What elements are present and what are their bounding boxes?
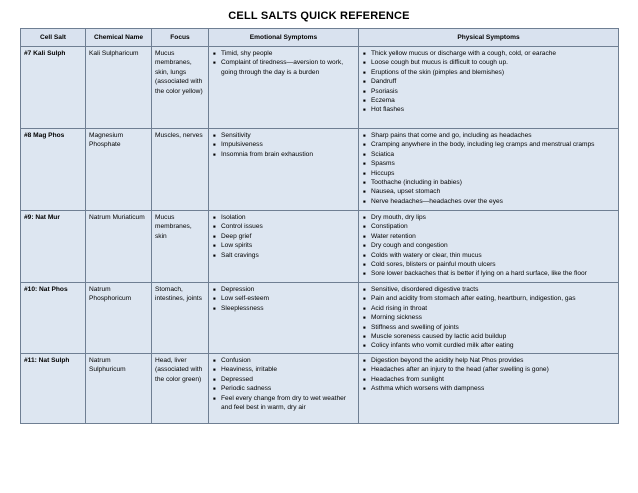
chemical-name: Natrum Phosphoricum — [86, 283, 152, 354]
table-row — [21, 354, 619, 424]
list-item: ■ Sciatica — [362, 150, 615, 159]
cell-salt: #8 Mag Phos — [21, 129, 86, 211]
list-item: ■ Sensitive, disordered digestive tracts — [362, 285, 615, 294]
list-item: ■ Low spirits — [212, 241, 355, 250]
list-item: ■ Hiccups — [362, 169, 615, 178]
emotional-symptoms — [209, 283, 359, 354]
list-item: ■ Digestion beyond the acidity help Nat Phos provides — [362, 356, 615, 365]
physical-symptoms — [359, 283, 619, 354]
emotional-symptoms — [209, 47, 359, 129]
list-item: ■ Depression — [212, 285, 355, 294]
list-item: ■ Constipation — [362, 222, 615, 231]
physical-symptoms — [359, 354, 619, 424]
list-item: ■ Periodic sadness — [212, 384, 355, 393]
header-physical-symptoms: Physical Symptoms — [359, 29, 619, 47]
list-item: ■ Headaches from sunlight — [362, 375, 615, 384]
list-item: ■ Timid, shy people — [212, 49, 355, 58]
list-item: ■ Dandruff — [362, 77, 615, 86]
emotional-symptoms — [209, 129, 359, 211]
physical-symptoms — [359, 211, 619, 283]
list-item: ■ Toothache (including in babies) — [362, 178, 615, 187]
list-item: ■ Heaviness, irritable — [212, 365, 355, 374]
focus: Head, liver (associated with the color green) — [152, 354, 209, 424]
list-item: ■ Complaint of tiredness—aversion to work, going through the day is a burden — [212, 58, 355, 77]
list-item: ■ Stiffness and swelling of joints — [362, 323, 615, 332]
list-item: ■ Hot flashes — [362, 105, 615, 114]
list-item: ■ Low self-esteem — [212, 294, 355, 303]
page-title: CELL SALTS QUICK REFERENCE — [228, 10, 410, 22]
list-item: ■ Nausea, upset stomach — [362, 187, 615, 196]
cell-salt: #11: Nat Sulph — [21, 354, 86, 424]
list-item: ■ Salt cravings — [212, 251, 355, 260]
list-item: ■ Colicy infants who vomit curdled milk after eating — [362, 341, 615, 350]
list-item: ■ Colds with watery or clear, thin mucus — [362, 251, 615, 260]
list-item: ■ Morning sickness — [362, 313, 615, 322]
list-item: ■ Sharp pains that come and go, including as headaches — [362, 131, 615, 140]
list-item: ■ Control issues — [212, 222, 355, 231]
list-item: ■ Feel every change from dry to wet weather and feel best in warm, dry air — [212, 394, 355, 413]
table-row — [21, 283, 619, 354]
list-item: ■ Spasms — [362, 159, 615, 168]
list-item: ■ Water retention — [362, 232, 615, 241]
list-item: ■ Headaches after an injury to the head (after swelling is gone) — [362, 365, 615, 374]
table-row — [21, 47, 619, 129]
emotional-symptoms — [209, 354, 359, 424]
header-focus: Focus — [152, 29, 209, 47]
list-item: ■ Loose cough but mucus is difficult to cough up. — [362, 58, 615, 67]
focus: Mucus membranes, skin — [152, 211, 209, 283]
physical-symptoms — [359, 129, 619, 211]
list-item: ■ Dry cough and congestion — [362, 241, 615, 250]
chemical-name: Kali Sulpharicum — [86, 47, 152, 129]
table-row — [21, 129, 619, 211]
table-row — [21, 211, 619, 283]
cell-salt: #7 Kali Sulph — [21, 47, 86, 129]
list-item: ■ Deep grief — [212, 232, 355, 241]
header-cell-salt: Cell Salt — [21, 29, 86, 47]
list-item: ■ Sore lower backaches that is better if lying on a hard surface, like the floor — [362, 269, 615, 278]
list-item: ■ Muscle soreness caused by lactic acid buildup — [362, 332, 615, 341]
chemical-name: Natrum Muriaticum — [86, 211, 152, 283]
list-item: ■ Insomnia from brain exhaustion — [212, 150, 355, 159]
list-item: ■ Asthma which worsens with dampness — [362, 384, 615, 393]
list-item: ■ Nerve headaches—headaches over the eyes — [362, 197, 615, 206]
list-item: ■ Pain and acidity from stomach after eating, heartburn, indigestion, gas — [362, 294, 615, 303]
focus: Mucus membranes, skin, lungs (associated with the color yellow) — [152, 47, 209, 129]
list-item: ■ Thick yellow mucus or discharge with a cough, cold, or earache — [362, 49, 615, 58]
list-item: ■ Dry mouth, dry lips — [362, 213, 615, 222]
list-item: ■ Confusion — [212, 356, 355, 365]
focus: Muscles, nerves — [152, 129, 209, 211]
list-item: ■ Sensitivity — [212, 131, 355, 140]
list-item: ■ Eruptions of the skin (pimples and blemishes) — [362, 68, 615, 77]
chemical-name: Magnesium Phosphate — [86, 129, 152, 211]
cell-salts-table — [20, 28, 619, 424]
list-item: ■ Depressed — [212, 375, 355, 384]
cell-salt: #10: Nat Phos — [21, 283, 86, 354]
list-item: ■ Cold sores, blisters or painful mouth ulcers — [362, 260, 615, 269]
header-emotional-symptoms: Emotional Symptoms — [209, 29, 359, 47]
emotional-symptoms — [209, 211, 359, 283]
list-item: ■ Eczema — [362, 96, 615, 105]
chemical-name: Natrum Sulphuricum — [86, 354, 152, 424]
header-chemical-name: Chemical Name — [86, 29, 152, 47]
focus: Stomach, intestines, joints — [152, 283, 209, 354]
list-item: ■ Isolation — [212, 213, 355, 222]
table-header-row — [21, 29, 619, 47]
cell-salt: #9: Nat Mur — [21, 211, 86, 283]
list-item: ■ Cramping anywhere in the body, including leg cramps and menstrual cramps — [362, 140, 615, 149]
list-item: ■ Acid rising in throat — [362, 304, 615, 313]
list-item: ■ Sleeplessness — [212, 304, 355, 313]
list-item: ■ Impulsiveness — [212, 140, 355, 149]
physical-symptoms — [359, 47, 619, 129]
list-item: ■ Psoriasis — [362, 87, 615, 96]
